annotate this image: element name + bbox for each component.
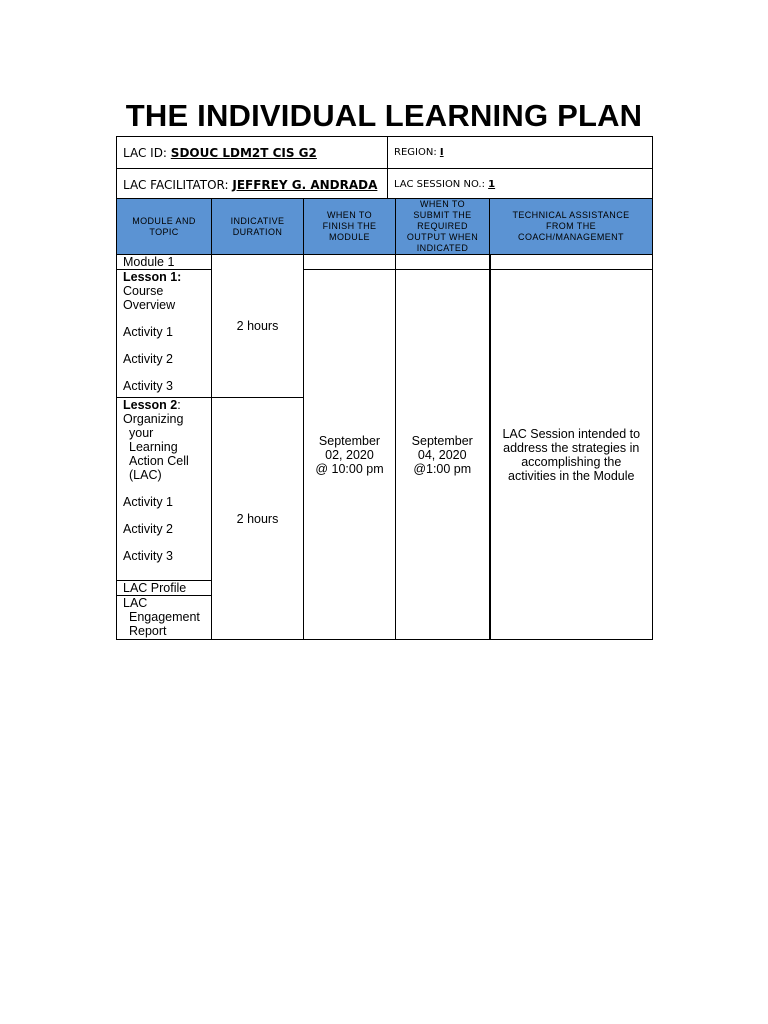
lesson2-topic-line: your [129, 426, 154, 440]
lesson2-duration: 2 hours [212, 398, 304, 640]
lesson2-cell [117, 398, 212, 581]
lesson2-topic-line: Organizing [123, 412, 184, 426]
col-header-assistance [490, 199, 653, 255]
submit-date-line: 04, 2020 [417, 447, 467, 462]
col-header-submit-line: REQUIRED [417, 221, 468, 231]
session-value: 1 [488, 179, 496, 190]
lesson2-topic-line: Learning [129, 440, 178, 454]
lesson2-activity: Activity 2 [123, 522, 174, 536]
facilitator-cell [117, 169, 388, 201]
module-cell: Module 1 [117, 255, 212, 270]
lesson2-topic-line: Action Cell [129, 454, 189, 468]
submit-date-cell [396, 270, 490, 640]
lesson1-label: Lesson 1: [123, 270, 182, 284]
lesson1-cell [117, 270, 212, 398]
lac-profile-cell: LAC Profile [117, 581, 212, 596]
region-value: I [439, 147, 444, 158]
lac-id-cell [117, 137, 388, 169]
lac-engagement-line: Engagement [129, 610, 200, 624]
col-header-finish-line: MODULE [329, 232, 370, 242]
col-header-duration-line: DURATION [232, 226, 283, 237]
finish-date-line: September [318, 433, 381, 448]
lesson2-activity: Activity 3 [123, 549, 174, 563]
assistance-line: activities in the Module [508, 468, 635, 483]
lac-id-label: LAC ID: [123, 145, 171, 160]
lesson1-activity: Activity 2 [123, 352, 174, 366]
lac-engagement-line: LAC [123, 596, 148, 610]
col-header-finish [304, 199, 396, 255]
finish-date-line: @ 10:00 pm [315, 461, 384, 476]
header-info-table [116, 136, 653, 201]
facilitator-label: LAC FACILITATOR: [123, 177, 233, 192]
lac-id-value: SDOUC LDM2T CIS G2 [170, 145, 317, 160]
col-header-submit-line: OUTPUT WHEN [406, 232, 479, 242]
col-header-duration [212, 199, 304, 255]
lac-engagement-line: Report [129, 624, 167, 638]
lac-engagement-cell [117, 596, 212, 640]
col-header-module [117, 199, 212, 255]
learning-plan-table [116, 198, 653, 640]
col-header-submit [396, 199, 490, 255]
col-header-assistance-line: TECHNICAL ASSISTANCE [512, 210, 630, 220]
col-header-assistance-line: FROM THE [545, 221, 597, 231]
module-finish-empty [304, 255, 396, 270]
col-header-assistance-line: COACH/MANAGEMENT [518, 232, 624, 242]
facilitator-value: JEFFREY G. ANDRADA [232, 177, 378, 192]
page-title: THE INDIVIDUAL LEARNING PLAN [125, 98, 643, 133]
lesson1-topic-line: Course [123, 284, 164, 298]
column-header-row [117, 199, 653, 255]
lesson2-topic-line: (LAC) [129, 468, 162, 482]
submit-date-line: September [411, 433, 473, 448]
lesson2-activity: Activity 1 [123, 495, 174, 509]
lesson1-activity: Activity 1 [123, 325, 174, 339]
finish-date-cell [304, 270, 396, 640]
assistance-line: accomplishing the [521, 454, 622, 469]
col-header-finish-line: WHEN TO [327, 210, 372, 220]
session-cell [388, 169, 653, 201]
module-submit-empty [396, 255, 490, 270]
lesson2-colon: : [177, 398, 181, 412]
session-label: LAC SESSION NO.: [394, 179, 489, 190]
region-cell [388, 137, 653, 169]
col-header-module-line: TOPIC [149, 226, 179, 237]
assistance-line: LAC Session intended to [502, 426, 641, 441]
finish-date-line: 02, 2020 [325, 447, 374, 462]
col-header-duration-line: INDICATIVE [230, 215, 285, 226]
col-header-submit-line: SUBMIT THE [413, 210, 472, 220]
lesson1-row [117, 270, 653, 398]
col-header-submit-line: INDICATED [416, 243, 469, 253]
lesson1-topic-line: Overview [123, 298, 176, 312]
module-assistance-empty [490, 255, 653, 270]
lesson2-label: Lesson 2 [123, 398, 178, 412]
region-label: REGION: [394, 147, 440, 158]
module-row [117, 255, 653, 270]
assistance-cell [490, 270, 653, 640]
col-header-finish-line: FINISH THE [322, 221, 377, 231]
lesson1-duration: 2 hours [212, 255, 304, 398]
col-header-module-line: MODULE AND [132, 215, 196, 226]
col-header-submit-line: WHEN TO [420, 199, 465, 209]
assistance-line: address the strategies in [503, 440, 640, 455]
lesson1-activity: Activity 3 [123, 379, 174, 393]
submit-date-line: @1:00 pm [413, 461, 472, 476]
